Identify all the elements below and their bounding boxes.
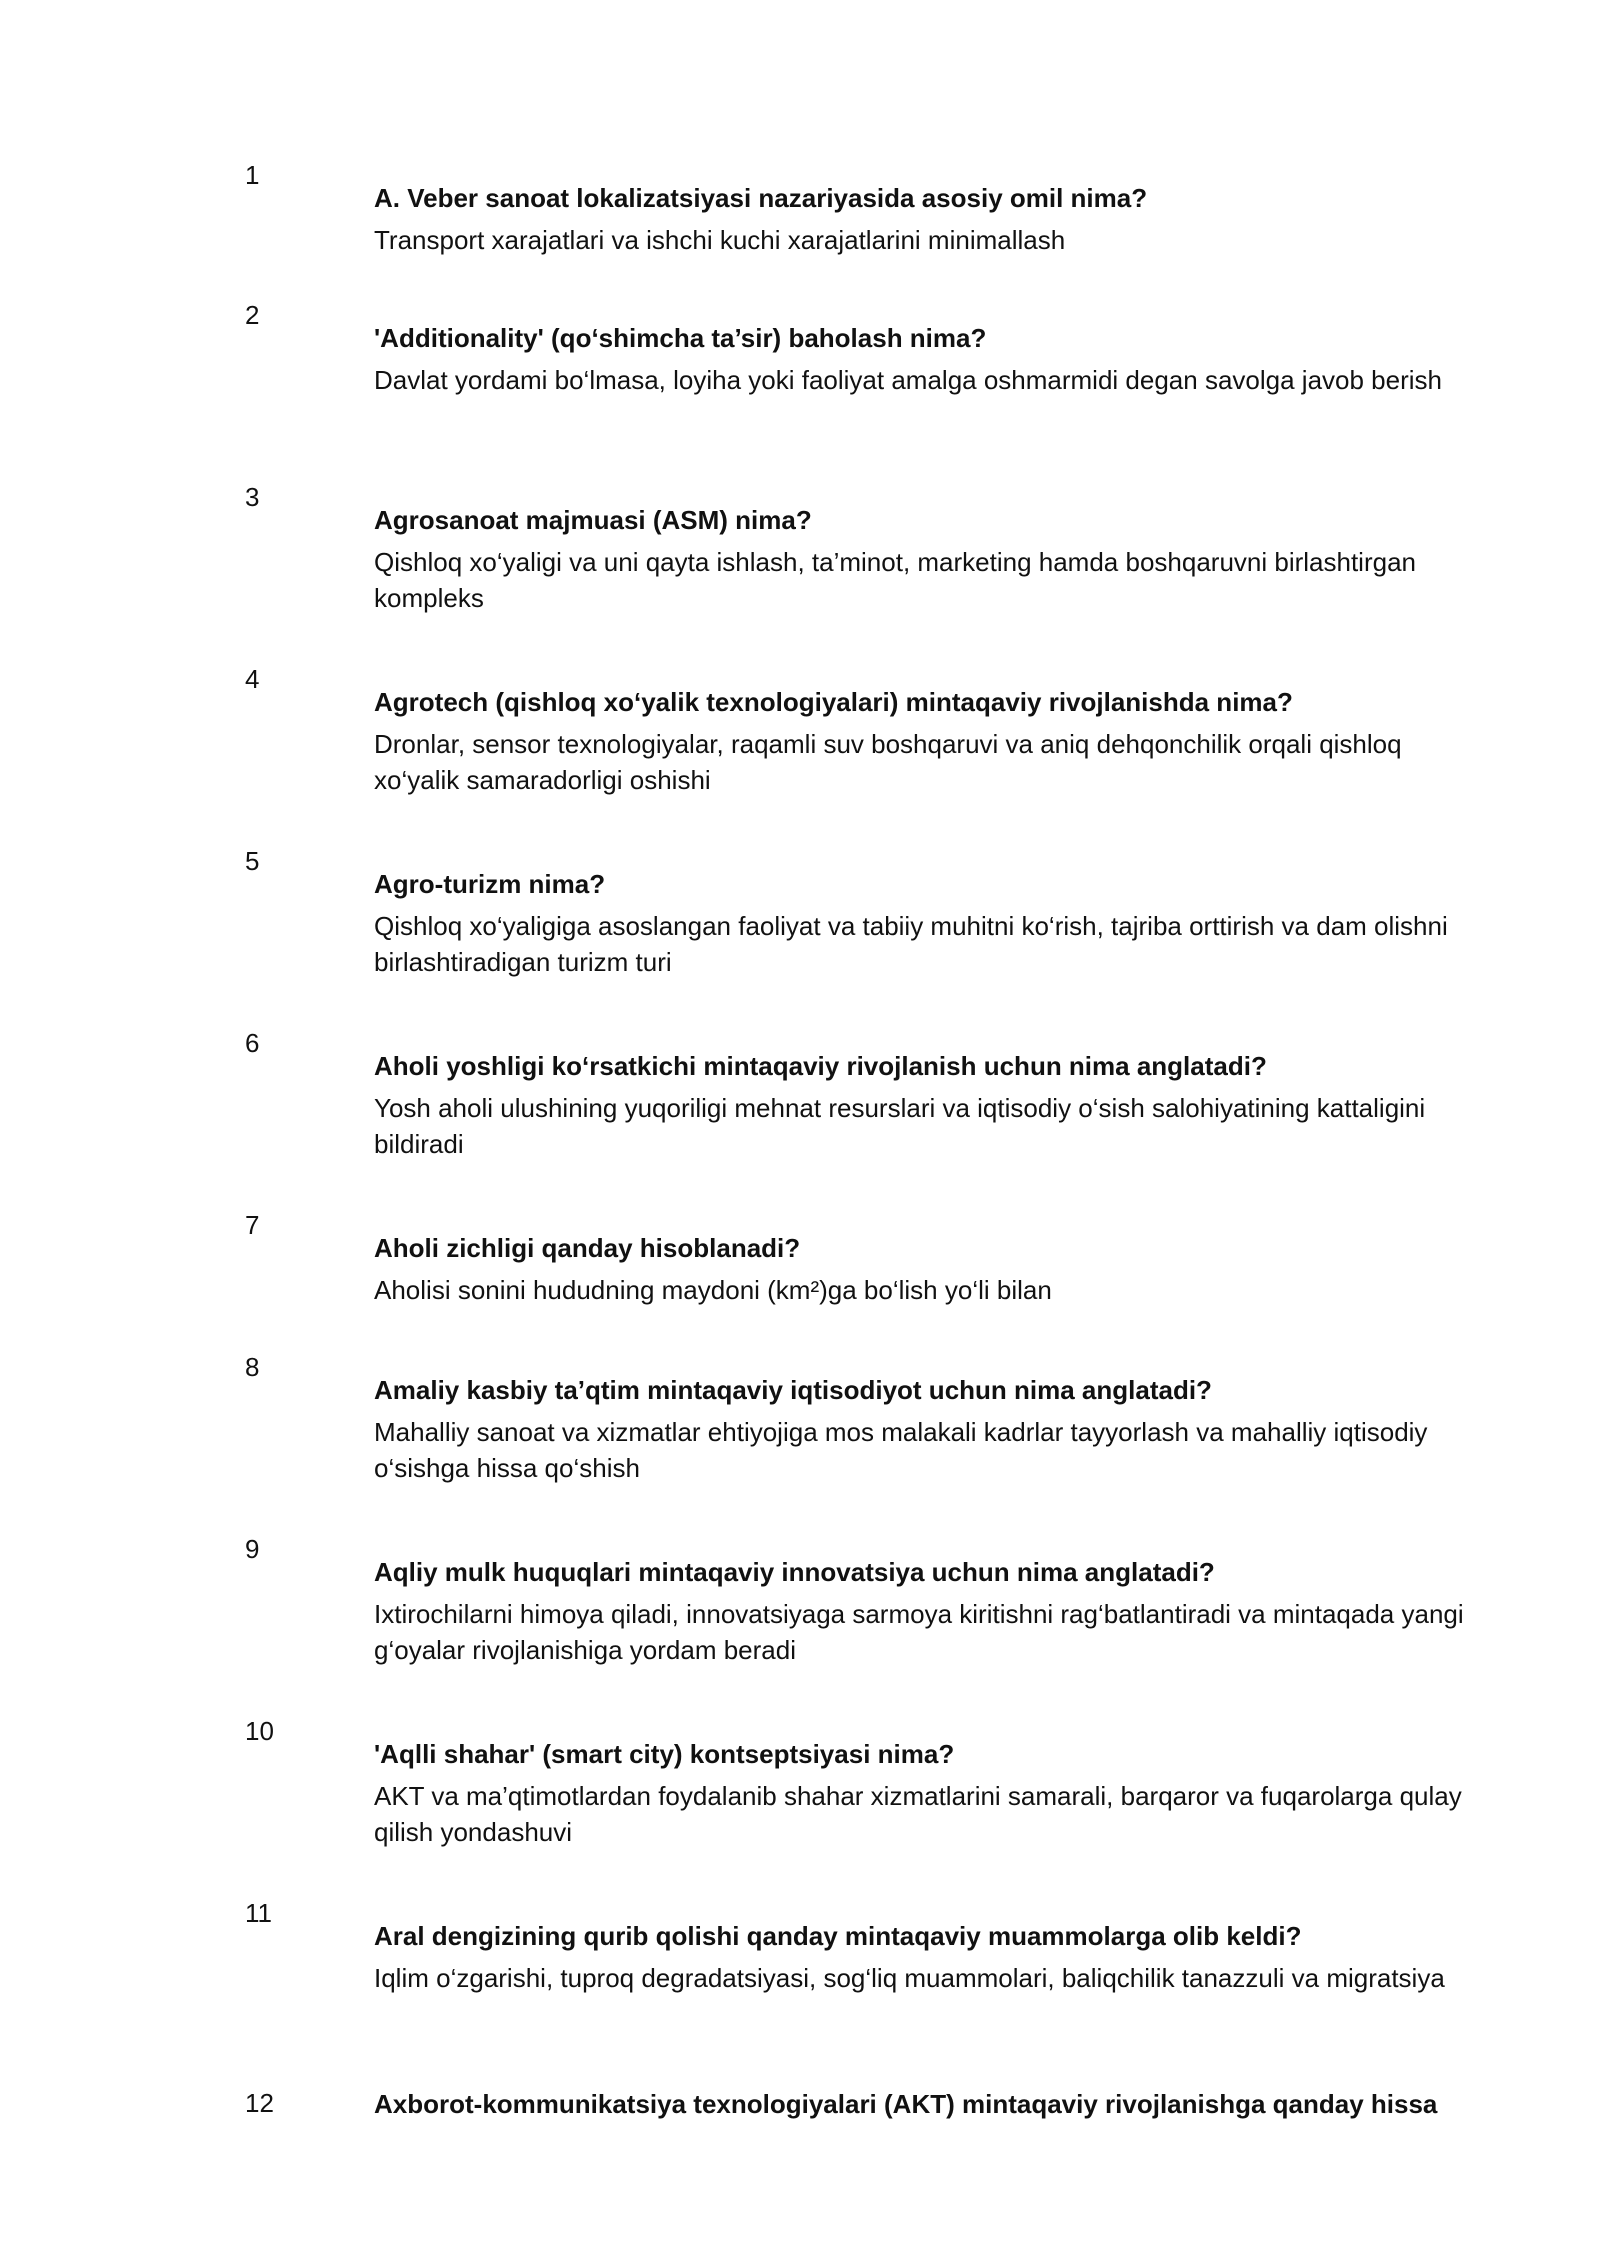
item-answer: Yosh aholi ulushining yuqoriligi mehnat resurslari va iqtisodiy o‘sish salohiyatining kattaligini bildiradi [374, 1093, 1426, 1159]
item-body [374, 1230, 1494, 1308]
item-question: Aholi yoshligi ko‘rsatkichi mintaqaviy rivojlanish uchun nima anglatadi? [374, 1051, 1267, 1081]
item-answer: Mahalliy sanoat va xizmatlar ehtiyojiga mos malakali kadrlar tayyorlash va mahalliy iqtisodiy o‘sishga hissa qo‘shish [374, 1417, 1428, 1483]
item-question: Aholi zichligi qanday hisoblanadi? [374, 1233, 801, 1263]
item-question: Agro-turizm nima? [374, 869, 606, 899]
item-number: 1 [245, 160, 260, 190]
item-number: 8 [245, 1352, 260, 1382]
item-question: Axborot-kommunikatsiya texnologiyalari (AKT) mintaqaviy rivojlanishga qanday hissa [374, 2089, 1438, 2119]
item-number: 7 [245, 1210, 260, 1240]
item-question: Agrotech (qishloq xo‘yalik texnologiyalari) mintaqaviy rivojlanishda nima? [374, 687, 1293, 717]
item-body [374, 2086, 1494, 2128]
item-answer: Iqlim o‘zgarishi, tuproq degradatsiyasi, sog‘liq muammolari, baliqchilik tanazzuli va migratsiya [374, 1963, 1445, 1993]
item-number: 9 [245, 1534, 260, 1564]
item-body [374, 1918, 1494, 1996]
item-question: Amaliy kasbiy ta’qtim mintaqaviy iqtisodiyot uchun nima anglatadi? [374, 1375, 1212, 1405]
item-answer: AKT va ma’qtimotlardan foydalanib shahar xizmatlarini samarali, barqaror va fuqarolarga qulay qilish yondashuvi [374, 1781, 1462, 1847]
item-body [374, 320, 1494, 398]
item-question: Agrosanoat majmuasi (ASM) nima? [374, 505, 812, 535]
item-number: 3 [245, 482, 260, 512]
item-question: A. Veber sanoat lokalizatsiyasi nazariyasida asosiy omil nima? [374, 183, 1148, 213]
item-number: 5 [245, 846, 260, 876]
item-number: 11 [245, 1898, 272, 1928]
item-question: Aqliy mulk huquqlari mintaqaviy innovatsiya uchun nima anglatadi? [374, 1557, 1215, 1587]
item-body [374, 1554, 1494, 1668]
item-answer: Qishloq xo‘yaligiga asoslangan faoliyat va tabiiy muhitni ko‘rish, tajriba orttirish va dam olishni birlashtiradigan turizm turi [374, 911, 1448, 977]
item-body [374, 1372, 1494, 1486]
item-answer: Ixtirochilarni himoya qiladi, innovatsiyaga sarmoya kiritishni rag‘batlantiradi va mintaqada yangi g‘oyalar rivojlanishiga yordam beradi [374, 1599, 1464, 1665]
item-number: 12 [245, 2088, 274, 2118]
item-body [374, 1736, 1494, 1850]
item-answer: Dronlar, sensor texnologiyalar, raqamli suv boshqaruvi va aniq dehqonchilik orqali qishloq xo‘yalik samaradorligi oshishi [374, 729, 1402, 795]
item-question: 'Aqlli shahar' (smart city) kontseptsiyasi nima? [374, 1739, 955, 1769]
item-answer: Aholisi sonini hududning maydoni (km²)ga bo‘lish yo‘li bilan [374, 1275, 1052, 1305]
item-body [374, 180, 1494, 258]
item-body [374, 684, 1494, 798]
item-answer: Transport xarajatlari va ishchi kuchi xarajatlarini minimallash [374, 225, 1066, 255]
item-number: 10 [245, 1716, 274, 1746]
item-question: Aral dengizining qurib qolishi qanday mintaqaviy muammolarga olib keldi? [374, 1921, 1302, 1951]
item-body [374, 866, 1494, 980]
item-body [374, 502, 1494, 616]
item-answer: Davlat yordami bo‘lmasa, loyiha yoki faoliyat amalga oshmarmidi degan savolga javob berish [374, 365, 1442, 395]
item-body [374, 1048, 1494, 1162]
item-number: 6 [245, 1028, 260, 1058]
item-number: 2 [245, 300, 260, 330]
item-answer: Qishloq xo‘yaligi va uni qayta ishlash, ta’minot, marketing hamda boshqaruvni birlashtirgan kompleks [374, 547, 1416, 613]
item-number: 4 [245, 664, 260, 694]
item-question: 'Additionality' (qo‘shimcha ta’sir) baholash nima? [374, 323, 987, 353]
